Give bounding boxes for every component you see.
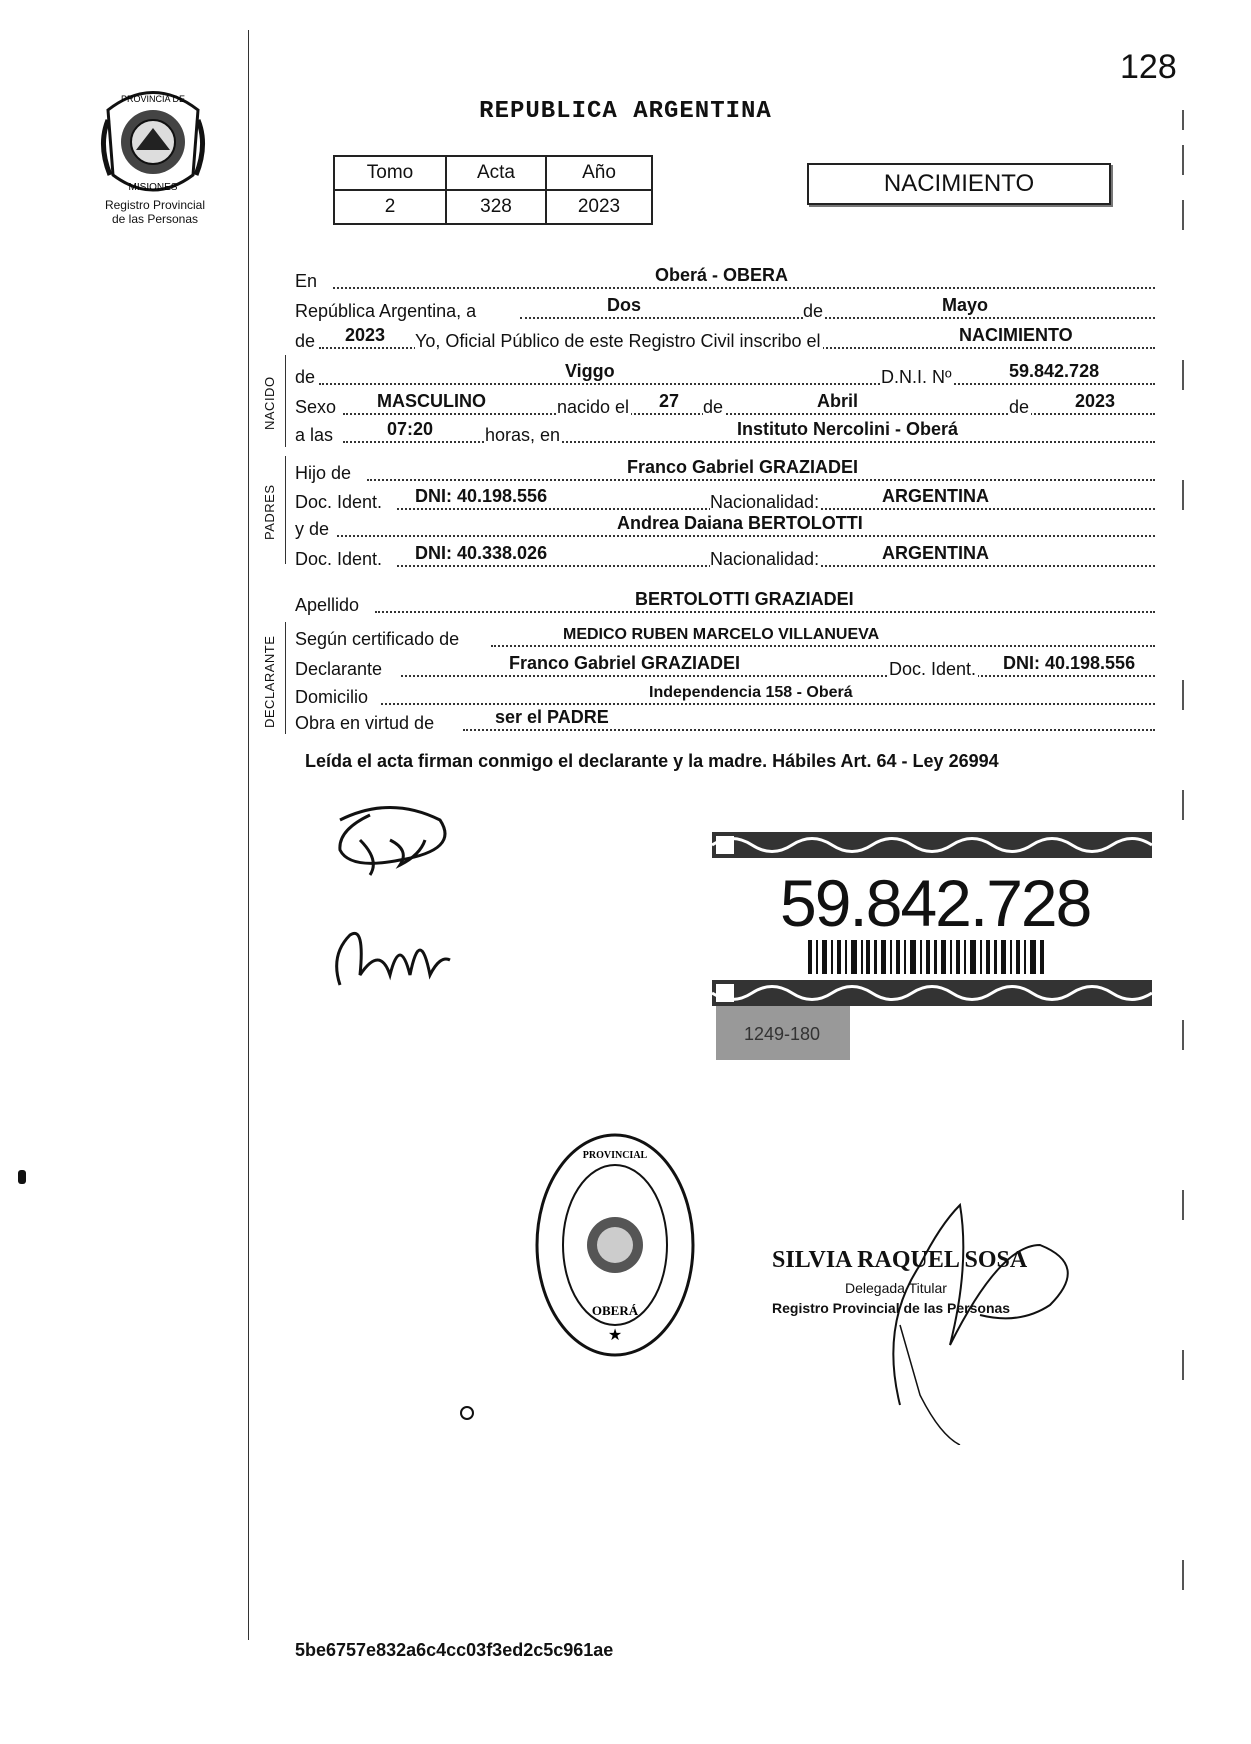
label-hijo-de: Hijo de: [295, 463, 352, 483]
value-acta: 328: [446, 190, 546, 224]
row-inscripcion: [295, 326, 1155, 352]
value-certificado: MEDICO RUBEN MARCELO VILLANUEVA: [563, 626, 880, 643]
header-tomo: Tomo: [334, 156, 446, 190]
label-doc-ident-declarante: Doc. Ident.: [889, 659, 977, 679]
bracket-padres: [285, 456, 286, 564]
security-band-top: [712, 832, 1152, 858]
value-apellido: BERTOLOTTI GRAZIADEI: [635, 589, 854, 609]
document-title: REPUBLICA ARGENTINA: [479, 98, 772, 125]
right-margin-dash: [1182, 1190, 1184, 1220]
right-margin-dash: [1182, 790, 1184, 820]
label-republica: República Argentina, a: [295, 301, 477, 321]
label-de-anio: de: [295, 331, 316, 351]
value-lugar-nac: Instituto Nercolini - Oberá: [737, 419, 959, 439]
left-margin-line: [248, 30, 249, 1640]
label-nacionalidad-madre: Nacionalidad:: [710, 549, 820, 569]
right-margin-dash: [1182, 680, 1184, 710]
row-lugar: [295, 266, 1155, 292]
label-declarante: Declarante: [295, 659, 383, 679]
document-hash: 5be6757e832a6c4cc03f3ed2c5c961ae: [295, 1640, 614, 1660]
value-nac-anio: 2023: [1075, 391, 1116, 411]
value-tipo: NACIMIENTO: [959, 325, 1073, 345]
province-logo: [98, 80, 208, 200]
value-madre: Andrea Daiana BERTOLOTTI: [617, 513, 863, 533]
label-horas-en: horas, en: [485, 425, 561, 445]
header-anio: Año: [546, 156, 652, 190]
label-de-mes: de: [703, 397, 724, 417]
row-domicilio: [295, 682, 1155, 708]
value-hora: 07:20: [387, 419, 434, 439]
bracket-declarante: [285, 622, 286, 734]
value-declarante: Franco Gabriel GRAZIADEI: [509, 653, 741, 673]
svg-text:MISIONES: MISIONES: [128, 182, 178, 193]
official-role: Delegada Titular: [845, 1280, 947, 1296]
right-margin-dash: [1182, 200, 1184, 230]
label-dni: D.N.I. Nº: [881, 367, 952, 387]
label-doc-ident-madre: Doc. Ident.: [295, 549, 383, 569]
label-yo: Yo, Oficial Público de este Registro Civil inscribo el: [415, 331, 821, 351]
svg-text:PROVINCIAL: PROVINCIAL: [582, 1150, 648, 1161]
value-dni: 59.842.728: [1009, 361, 1100, 381]
row-madre: [295, 514, 1155, 540]
official-seal: [533, 1130, 698, 1365]
value-declarante-dni: DNI: 40.198.556: [1003, 653, 1136, 673]
label-de: de: [803, 301, 824, 321]
right-margin-dash: [1182, 480, 1184, 510]
label-domicilio: Domicilio: [295, 687, 369, 707]
value-domicilio: Independencia 158 - Oberá: [649, 684, 853, 701]
row-padre: [295, 458, 1155, 484]
label-apellido: Apellido: [295, 595, 360, 615]
value-obra: ser el PADRE: [495, 707, 609, 727]
value-padre-nac: ARGENTINA: [882, 486, 989, 506]
label-en: En: [295, 271, 318, 291]
row-nombre: [295, 362, 1155, 388]
side-label-nacido: NACIDO: [262, 376, 277, 430]
label-de-anio-nac: de: [1009, 397, 1030, 417]
official-signature: [860, 1185, 1080, 1450]
svg-text:★: ★: [607, 1327, 623, 1344]
row-sexo: [295, 392, 1155, 418]
label-segun: Según certificado de: [295, 629, 460, 649]
value-padre-dni: DNI: 40.198.556: [415, 486, 548, 506]
label-obra: Obra en virtud de: [295, 713, 435, 733]
right-margin-dash: [1182, 1560, 1184, 1590]
page-number: 128: [1120, 48, 1177, 86]
right-margin-dash: [1182, 1020, 1184, 1050]
document-type: NACIMIENTO: [807, 163, 1111, 205]
value-anio: 2023: [546, 190, 652, 224]
official-org: Registro Provincial de las Personas: [772, 1300, 1011, 1316]
value-padre: Franco Gabriel GRAZIADEI: [627, 457, 859, 477]
row-apellido: [295, 590, 1155, 616]
punch-mark: [460, 1406, 474, 1420]
value-mes: Mayo: [942, 295, 989, 315]
label-y-de: y de: [295, 519, 330, 539]
declarant-signature: [310, 800, 460, 885]
label-nacionalidad: Nacionalidad:: [710, 492, 820, 512]
stamp-number: 59.842.728: [780, 866, 1091, 940]
value-anio: 2023: [345, 325, 386, 345]
value-nac-dia: 27: [659, 391, 680, 411]
margin-mark: [18, 1170, 26, 1184]
label-nacido-el: nacido el: [557, 397, 630, 417]
value-tomo: 2: [334, 190, 446, 224]
row-fecha: [295, 296, 1155, 322]
label-a-las: a las: [295, 425, 334, 445]
row-declarante: [295, 654, 1155, 680]
value-nac-mes: Abril: [817, 391, 859, 411]
security-band-bottom: [712, 980, 1152, 1006]
row-padre-doc: [295, 487, 1155, 513]
closing-note: Leída el acta firman conmigo el declarante y la madre. Hábiles Art. 64 - Ley 26994: [305, 751, 999, 771]
right-margin-dash: [1182, 145, 1184, 175]
value-dia: Dos: [607, 295, 642, 315]
row-madre-doc: [295, 544, 1155, 570]
row-certificado: [295, 624, 1155, 650]
mother-signature: [320, 915, 460, 1010]
side-label-padres: PADRES: [262, 484, 277, 540]
value-nombre: Viggo: [565, 361, 615, 381]
official-name: SILVIA RAQUEL SOSA: [772, 1247, 1028, 1273]
value-madre-dni: DNI: 40.338.026: [415, 543, 548, 563]
side-label-declarante: DECLARANTE: [262, 635, 277, 728]
registry-table: [333, 155, 653, 225]
label-doc-ident: Doc. Ident.: [295, 492, 383, 512]
right-margin-dash: [1182, 1350, 1184, 1380]
bracket-nacido: [285, 355, 286, 447]
row-obra: [295, 708, 1155, 734]
svg-text:PROVINCIA DE: PROVINCIA DE: [120, 94, 186, 104]
svg-text:OBERÁ: OBERÁ: [591, 1303, 639, 1318]
label-sexo: Sexo: [295, 397, 337, 417]
header-acta: Acta: [446, 156, 546, 190]
barcode: [808, 940, 1048, 974]
right-margin-dash: [1182, 360, 1184, 390]
value-sexo: MASCULINO: [377, 391, 486, 411]
logo-caption: Registro Provincial de las Personas: [104, 198, 206, 226]
value-lugar: Oberá - OBERA: [655, 265, 789, 285]
label-de-nombre: de: [295, 367, 316, 387]
security-hologram: 1249-180: [716, 1006, 850, 1060]
value-madre-nac: ARGENTINA: [882, 543, 989, 563]
row-hora: [295, 420, 1155, 446]
